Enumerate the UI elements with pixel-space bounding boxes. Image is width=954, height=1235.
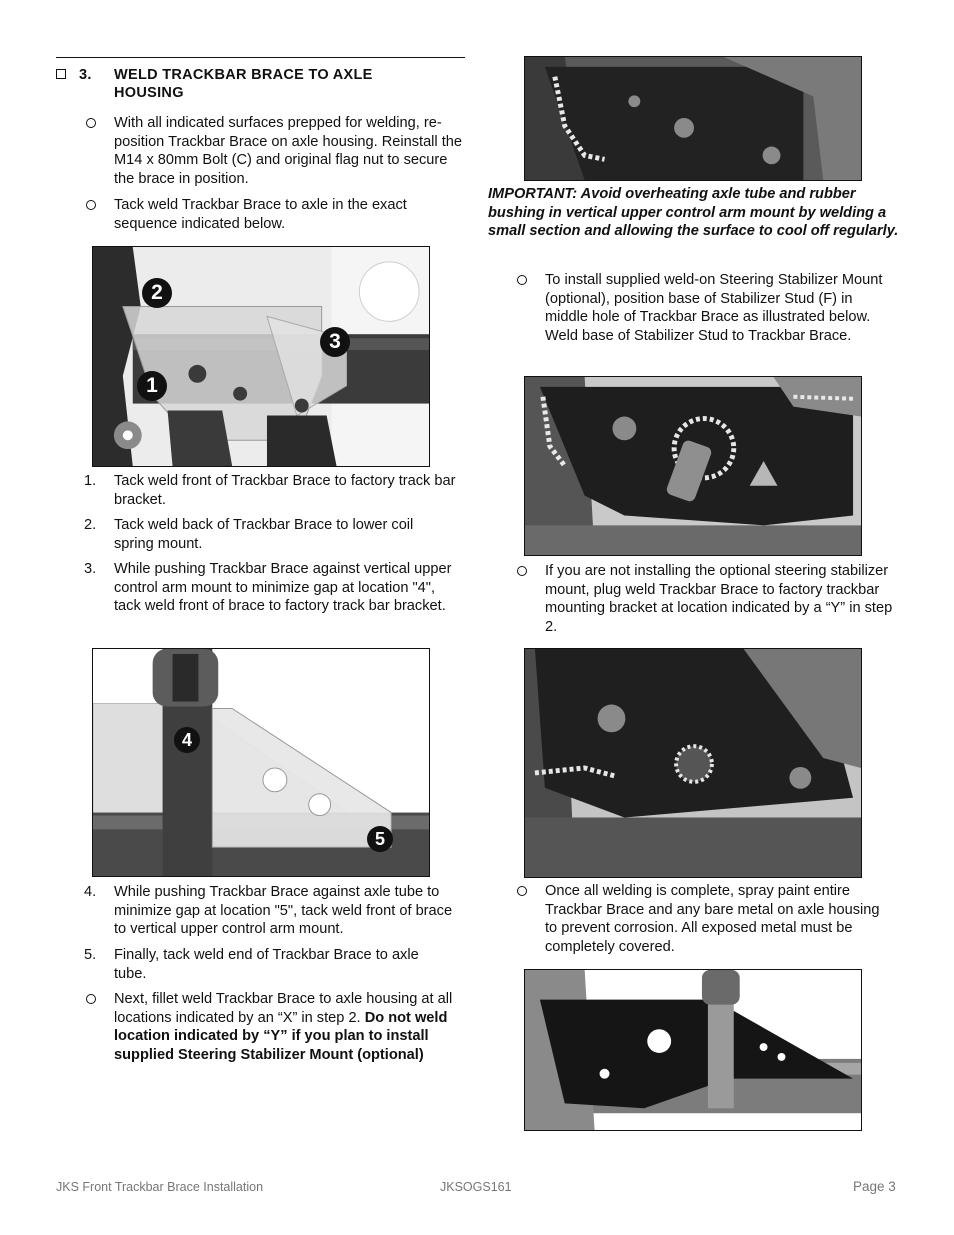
callout-badge: 5 (367, 826, 393, 852)
weld-photo-2 (525, 377, 861, 555)
step-text: While pushing Trackbar Brace against vertical upper control arm mount to minimize gap at location "4", tack weld front of brace to factory track bar bracket. (114, 561, 452, 614)
footer-page-number: Page 3 (853, 1179, 896, 1194)
bullet-text (114, 990, 458, 1064)
bullet-circle-icon (517, 886, 527, 896)
bullet-circle-icon (86, 200, 96, 210)
bullet-text: To install supplied weld-on Steering Stabilizer Mount (optional), position base of Stabilizer Stud (F) in middle hole of Trackbar Brace as illustrated below. Weld base of Stabilizer Stud to Trackbar Brace. (545, 272, 883, 344)
weld-photo-1 (525, 57, 861, 180)
figure-painted-brace (524, 969, 862, 1131)
figure-weld-overview (524, 56, 862, 181)
figure-tack-weld-sequence (92, 246, 430, 467)
bullet-text: With all indicated surfaces prepped for welding, re-position Trackbar Brace on axle housing. Reinstall the M14 x 80mm Bolt (C) and original flag nut to secure the brace in position. (114, 115, 463, 187)
figure-tack-weld-4-5 (92, 648, 430, 877)
brace-illustration-3 (525, 970, 861, 1130)
brace-illustration-1 (93, 247, 429, 466)
callout-badge: 2 (142, 278, 172, 308)
step-number: 2. (84, 517, 97, 533)
callout-badge: 3 (320, 327, 350, 357)
step-title: WELD TRACKBAR BRACE TO AXLE HOUSING (114, 67, 373, 101)
step-number: 1. (84, 473, 97, 489)
step-text: Tack weld front of Trackbar Brace to factory track bar bracket. (114, 473, 456, 508)
step-number: 5. (84, 947, 97, 963)
step-text: While pushing Trackbar Brace against axle tube to minimize gap at location "5", tack weld front of brace to vertical upper control arm mount. (114, 884, 453, 937)
figure-plug-weld (524, 648, 862, 878)
bullet-circle-icon (517, 275, 527, 285)
bullet-text: Once all welding is complete, spray paint entire Trackbar Brace and any bare metal on axle housing to prevent corrosion. All exposed metal must be completely covered. (545, 883, 880, 955)
callout-badge: 4 (174, 727, 200, 753)
callout-badge: 1 (137, 371, 167, 401)
step-number: 3. (79, 67, 92, 83)
step-number: 4. (84, 884, 97, 900)
bullet-circle-icon (517, 566, 527, 576)
checkbox-icon (56, 69, 66, 79)
weld-photo-3 (525, 649, 861, 877)
important-note: IMPORTANT: Avoid overheating axle tube and rubber bushing in vertical upper control arm mount by welding a small section and allowing the surface to cool off regularly. (488, 186, 899, 240)
bullet-text-warning: Do not weld location indicated by “Y” if you plan to install supplied Steering Stabilizer Mount (optional) (114, 1009, 448, 1063)
bullet-circle-icon (86, 118, 96, 128)
section-rule (56, 57, 465, 58)
step-text: Finally, tack weld end of Trackbar Brace to axle tube. (114, 947, 419, 982)
bullet-text-plain: Next, fillet weld Trackbar Brace to axle housing at all locations indicated by an “X” in step 2. (114, 991, 453, 1026)
step-number: 3. (84, 561, 97, 577)
figure-stabilizer-stud (524, 376, 862, 556)
bullet-text: Tack weld Trackbar Brace to axle in the exact sequence indicated below. (114, 197, 407, 232)
footer-code: JKSOGS161 (440, 1180, 512, 1194)
bullet-circle-icon (86, 994, 96, 1004)
footer-title: JKS Front Trackbar Brace Installation (56, 1180, 264, 1194)
bullet-text: If you are not installing the optional steering stabilizer mount, plug weld Trackbar Brace to factory trackbar mounting bracket at location indicated by a “Y” in step 2. (545, 563, 893, 635)
step-text: Tack weld back of Trackbar Brace to lower coil spring mount. (114, 517, 414, 552)
